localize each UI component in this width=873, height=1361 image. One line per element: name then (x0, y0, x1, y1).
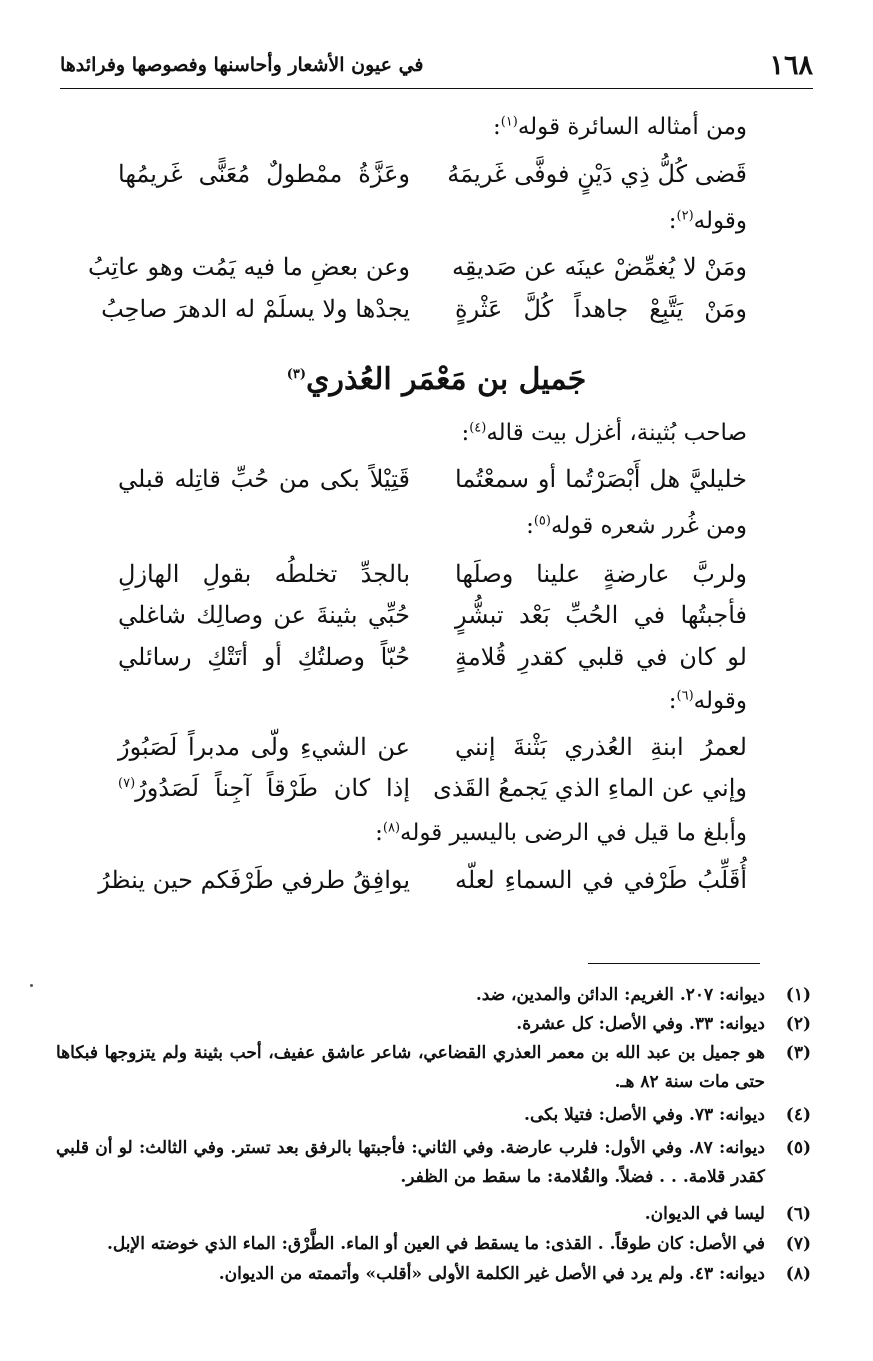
footnote-text: ديوانه: ٤٣. ولم يرد في الأصل غير الكلمة الأولى «أقلب» وأتممته من الديوان. (218, 1264, 765, 1284)
verse-line (118, 601, 747, 635)
footnote (56, 1200, 811, 1229)
footnote-ref: (٨) (382, 820, 401, 836)
verse-second-hemistich: يوافِقُ طرفي طَرْفَكم حين ينظرُ (98, 866, 410, 894)
scan-speck (30, 984, 33, 987)
footnote-number: (٥) (785, 1138, 811, 1158)
intro-line: ومن أمثاله السائرة قوله$^{(١)}$: (492, 114, 747, 140)
intro-line: وقوله$^{(٦)}$: (668, 688, 747, 714)
verse-line (101, 295, 747, 329)
verse-line (118, 560, 747, 594)
footnote-ref: (٣) (286, 367, 306, 382)
footnote-text: هو جميل بن عبد الله بن معمر العذري القضاعي، شاعر عاشق عفيف، أحب بثينة ولم يتزوجها فبكاها حتى مات سنة ٨٢ هـ. (56, 1043, 765, 1092)
footnote-text: ديوانه: ٢٠٧. الغريم: الدائن والمدين، ضد. (475, 985, 765, 1005)
verse-second-hemistich: حُبّاً وصلتُكِ أو أتَتْكِ رسائلي (118, 643, 410, 671)
footnote (56, 1260, 811, 1289)
page-number: ١٦٨ (769, 50, 813, 81)
footnote-text: ليسا في الديوان. (644, 1204, 765, 1224)
verse-first-hemistich: ومَنْ لا يُغمِّضْ عينَه عن صَديقِه (451, 253, 747, 281)
verse-second-hemistich: حُبِّي بثينةَ عن وصالِك شاغلي (118, 601, 410, 629)
intro-line: ومن غُرر شعره قوله$^{(٥)}$: (526, 513, 747, 539)
intro-line: صاحب بُثينة، أغزل بيت قاله$^{(٤)}$: (461, 420, 747, 446)
footnote (56, 1039, 811, 1097)
verse-first-hemistich: وإني عن الماءِ الذي يَجمعُ القَذى (433, 774, 747, 802)
footnote-ref: (٦) (676, 688, 694, 704)
verse-line (118, 643, 747, 677)
footnote-number: (٦) (785, 1204, 811, 1224)
footnote-ref: (٢) (676, 208, 694, 224)
verse-first-hemistich: ولربَّ عارضةٍ علينا وصلَها (455, 560, 747, 588)
page-header (60, 46, 813, 89)
verse-first-hemistich: فأجبتُها في الحُبِّ بَعْد تبشُّرٍ (455, 601, 747, 629)
verse-line (118, 733, 747, 767)
footnote-text: في الأصل: كان طوقاً. . القذى: ما يسقط في العين أو الماء. الطَّرْق: الماء الذي خوضته الإبل. (106, 1234, 765, 1254)
footnote-number: (٧) (785, 1234, 811, 1254)
footnote (56, 1101, 811, 1130)
verse-first-hemistich: قَضى كُلُّ ذِي دَيْنٍ فوفَّى غَريمَهُ (447, 160, 747, 188)
intro-line: وقوله$^{(٢)}$: (668, 208, 747, 234)
section-title: جَميل بن مَعْمَر العُذري$^{(٣)}$ (286, 362, 587, 397)
footnote-number: (٤) (785, 1105, 811, 1125)
verse-second-hemistich: إذا كان طَرْقاً آجِناً لَصَدُورُ$^{(٧)}$ (118, 774, 410, 802)
verse-first-hemistich: خليليَّ هل أَبْصَرْتُما أو سمعْتُما (455, 465, 747, 493)
footnote-separator (588, 963, 760, 964)
verse-first-hemistich: أُقَلِّبُ طَرْفي في السماءِ لعلّه (455, 866, 747, 894)
footnote-text: ديوانه: ٣٣. وفي الأصل: كل عشرة. (516, 1014, 765, 1034)
footnote-ref: (٧) (118, 776, 136, 791)
verse-line (118, 774, 747, 808)
verse-line (118, 465, 747, 499)
verse-first-hemistich: لعمرُ ابنةِ العُذري بَثْنةَ إنني (455, 733, 747, 761)
running-title: في عيون الأشعار وأحاسنها وفصوصها وفرائدها (60, 54, 424, 76)
footnote-number: (٢) (785, 1014, 811, 1034)
verse-line (118, 160, 747, 194)
verse-second-hemistich: يجدْها ولا يسلَمْ له الدهرَ صاحِبُ (101, 295, 410, 323)
verse-second-hemistich: وعن بعضِ ما فيه يَمُت وهو عاتِبُ (87, 253, 410, 281)
footnote (56, 981, 811, 1010)
verse-first-hemistich: لو كان في قلبي كقدرِ قُلامةٍ (455, 643, 747, 671)
verse-second-hemistich: قَتِيْلاً بكى من حُبِّ قاتِله قبلي (118, 465, 410, 493)
footnote-number: (٨) (785, 1264, 811, 1284)
verse-line (87, 253, 747, 287)
footnote (56, 1010, 811, 1039)
footnote-ref: (٤) (469, 420, 487, 436)
intro-line: وأبلغ ما قيل في الرضى باليسير قوله$^{(٨)}$: (375, 820, 747, 846)
footnote-number: (٣) (785, 1043, 811, 1063)
footnote-number: (١) (785, 985, 811, 1005)
verse-line (98, 866, 747, 900)
verse-first-hemistich: ومَنْ يَتَّبِعْ جاهداً كُلَّ عَثْرةٍ (455, 295, 747, 323)
footnote-text: ديوانه: ٧٣. وفي الأصل: فتيلا بكى. (524, 1105, 765, 1125)
footnote (56, 1230, 811, 1259)
footnote-text: ديوانه: ٨٧. وفي الأول: فلرب عارضة. وفي الثاني: فأجبتها بالرفق بعد تستر. وفي الثالث: لو أن قلبي كقدر قلامة. . . فضلاً. والقُلامة: ما سقط من الظفر. (56, 1138, 765, 1187)
footnote (56, 1134, 811, 1192)
verse-second-hemistich: وعَزَّةُ ممْطولٌ مُعَنًّى غَريمُها (118, 160, 410, 188)
footnote-ref: (١) (500, 114, 518, 130)
verse-second-hemistich: عن الشيءِ ولّى مدبراً لَصَبُورُ (118, 733, 410, 761)
verse-second-hemistich: بالجدِّ تخلطُه بقولِ الهازلِ (118, 560, 410, 588)
footnote-ref: (٥) (533, 513, 551, 529)
